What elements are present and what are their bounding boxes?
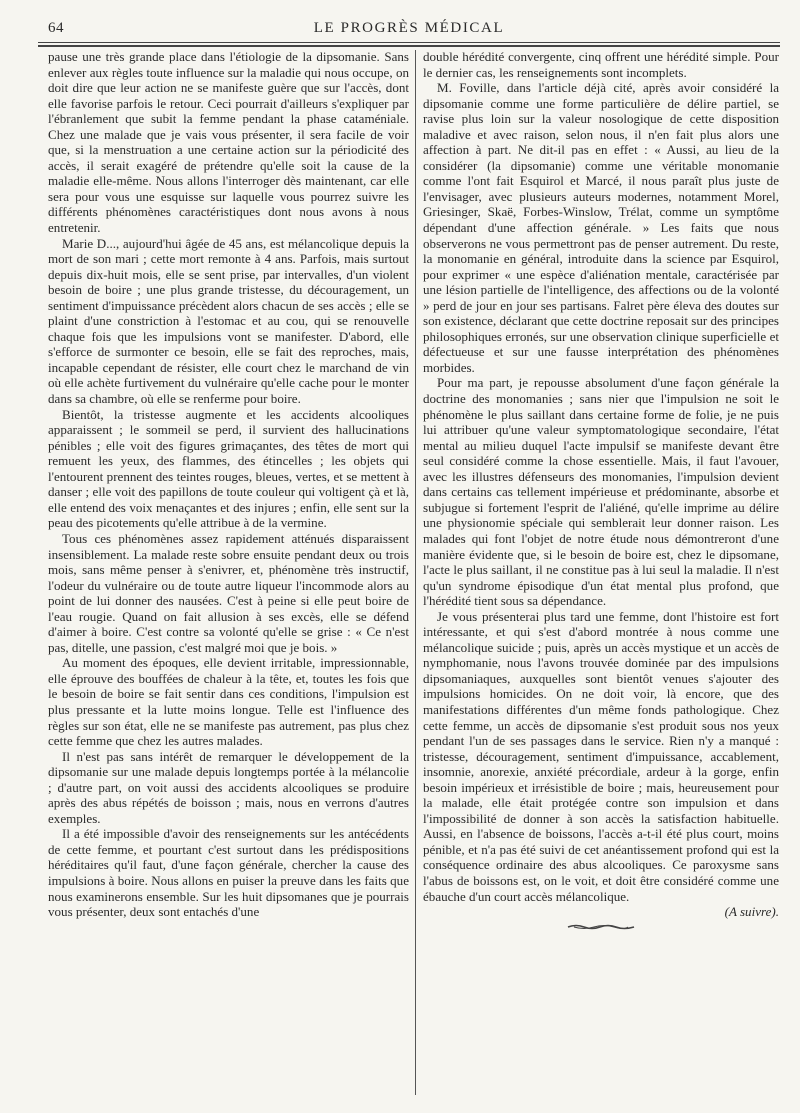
right-column [423,49,779,930]
right-paragraph: M. Foville, dans l'article déjà cité, après avoir considéré la dipsomanie comme une forme particulière de délire partiel, se ravise plus loin sur la valeur nosologique de cette disposition maladive et avec raison, selon nous, il n'en fait plus alors une affection à part. Ne dit-il pas en effet : « Aussi, au lieu de la considérer (la dipsomanie) comme une véritable monomanie comme l'ont fait Esquirol et Marcé, il nous paraît plus juste de l'envisager, avec plusieurs auteurs modernes, notamment Morel, Griesinger, Skaë, Forbes-Winslow, Trélat, comme un symptôme dépendant d'une affection générale. » Les faits que nous observerons ne vous permettront pas de penser autrement. Du reste, la monomanie en général, introduite dans la science par Esquirol, pour exprimer « une espèce d'aliénation mentale, caractérisée par une lésion partielle de l'intelligence, des affections ou de la volonté » perd de jour en jour ses partisans. Falret père éleva des doutes sur son existence, déclarant que cette doctrine reposait sur des principes philosophiques erronés, sur une observation clinique superficielle et défectueuse et sur une fausse interprétation des phénomènes morbides. [423,80,779,375]
header-rule-thin [38,42,780,43]
left-paragraph: Marie D..., aujourd'hui âgée de 45 ans, est mélancolique depuis la mort de son mari ; cette mort remonte à 4 ans. Parfois, mais surtout depuis dix-huit mois, elle se sent prise, par intervalles, d'un violent besoin de boire ; une plus grande tristesse, du découragement, un sentiment d'impuissance précèdent alors chacun de ses accès ; elle se plaint d'une constriction à l'estomac et au cou, qui se renouvelle chaque fois que les impulsions vont se manifester. D'abord, elle s'efforce de surmonter ce besoin, elle se fait des reproches, mais, incapable cependant de résister, elle court chez le marchand de vin où elle achète furtivement du vulnéraire qu'elle cache pour le monter dans sa chambre, où elle se renferme pour boire. [48,235,409,407]
left-paragraph: pause une très grande place dans l'étiologie de la dipsomanie. Sans enlever aux règles toute influence sur la maladie qui nous occupe, on doit dire que leur action ne se manifeste guère que sur l'accès, dont elle favorise parfois le retour. Ceci pourrait d'ailleurs s'expliquer par l'ébranlement que subit la femme pendant la phase cataméniale. Chez une malade que je vais vous présenter, il sera facile de voir que, si la menstruation a une certaine action sur la périodicité des accès, il serait exagéré de prétendre qu'elle soit la cause de la maladie elle-même. Nous allons l'interroger dès maintenant, car elle sera pour vous une esquisse sur laquelle vous pourrez suivre les différents phénomènes caractéristiques dont nous avons à nous entretenir. [48,49,409,236]
right-paragraph: Pour ma part, je repousse absolument d'une façon générale la doctrine des monomanies ; sans nier que l'impulsion ne soit le phénomène le plus saillant dans certaine forme de folie, je ne puis lui attribuer qu'une valeur symptomatologique secondaire, l'état mental au milieu duquel l'acte impulsif se manifeste devant être seul considéré comme la chose essentielle. Mais, il faut l'avouer, avec les illustres défenseurs des monomanies, l'impulsion devient dans certains cas tellement impérieuse et prédominante, absorbe et subjugue si fortement l'esprit de l'aliéné, qu'elle imprime au délire une physionomie spéciale qui semblerait leur donner raison. Les malades qui font l'objet de notre étude nous démontreront d'une manière évidente que, si le besoin de boire est, chez le dipsomane, l'acte le plus saillant, il ne constitue pas à lui seul la maladie. Il n'est qu'un syndrome épisodique d'un état mental plus profond, que l'hérédité tient sous sa dépendance. [423,375,779,609]
right-paragraph: double hérédité convergente, cinq offrent une hérédité simple. Pour le dernier cas, les renseignements sont incomplets. [423,49,779,80]
left-paragraph: Tous ces phénomènes assez rapidement atténués disparaissent insensiblement. La malade reste sobre ensuite pendant deux ou trois mois, sans même penser à s'enivrer, et, phénomène très instructif, l'odeur du vulnéraire ou de toute autre liqueur l'incommode alors au point de lui donner des nausées. C'est à peine si elle peut boire de l'eau rougie. Quand on fait allusion à ses excès, elle se défend d'aimer à boire. C'est contre sa volonté qu'elle se grise : « Ce n'est pas, ditelle, une passion, c'est malgré moi que je bois. » [48,530,409,655]
left-paragraph: Il n'est pas sans intérêt de remarquer le développement de la dipsomanie sur une malade depuis longtemps portée à la mélancolie ; d'autre part, on voit aussi des accidents alcooliques se produire après des abus répétés de boisson ; mais, nous en verrons d'autres exemples. [48,748,409,826]
signoff-line [423,904,779,920]
header-rule-thick [38,45,780,47]
left-column [48,49,409,920]
left-paragraph: Bientôt, la tristesse augmente et les accidents alcooliques apparaissent ; le sommeil se perd, il survient des hallucinations pénibles ; elle voit des figures grimaçantes, des têtes de mort qui remuent les yeux, des flammes, des étincelles ; les objets qui l'entourent prennent des teintes rouges, bleues, vertes, et se mettent à danser ; elle voit des papillons de toute couleur qui voltigent çà et là, elle entend des voix menaçantes et des injures ; enfin, elle sent sur la peau des picotements qu'elle attribue à de la vermine. [48,406,409,531]
right-paragraph: Je vous présenterai plus tard une femme, dont l'histoire est fort intéressante, et qui s'est d'abord montrée à nous comme une mélancolique suicide ; puis, après un accès mystique et un accès de nymphomanie, nous l'avons trouvée dominée par des impulsions dipsomaniaques, auxquelles sont bientôt venues s'ajouter des impulsions homicides. On ne doit voir, là encore, que des manifestations différentes d'un même fonds pathologique. Chez cette femme, un accès de dipsomanie s'est produit sous nos yeux pendant l'un de ses passages dans le service. Rien n'y a manqué : tristesse, découragement, sentiment d'impuissance, accablement, insomnie, anorexie, anxiété précordiale, ardeur à la gorge, enfin besoin impérieux et irrésistible de boire ; mais, heureusement pour la malade, elle était protégée contre son impulsion et dans l'impossibilité de donner à son accès la satisfaction habituelle. Aussi, en l'absence de boissons, l'accès a-t-il été plus court, moins pénible, et n'a pas été suivi de cet anéantissement profond qui est la conséquence ordinaire des abus alcooliques. Ce paroxysme sans l'abus de boissons est, on le voit, et doit être considéré comme une ébauche d'un court accès mélancolique. [423,608,779,904]
suite-label: (A suivre). [724,904,779,920]
end-ornament-icon [566,924,636,930]
journal-title: LE PROGRÈS MÉDICAL [313,20,505,36]
left-paragraph: Il a été impossible d'avoir des renseignements sur les antécédents de cette femme, et pourtant c'est surtout dans les prédispositions héréditaires qu'il faut, d'une façon générale, chercher la cause des impulsions à boire. Nous allons en puiser la preuve dans les faits que nous examinerons ensemble. Sur les huit dipsomanes que je pourrais vous présenter, deux sont entachés d'une [48,826,409,920]
left-paragraph: Au moment des époques, elle devient irritable, impressionnable, elle éprouve des bouffées de chaleur à la tête, et, toutes les fois que le besoin de boire se fait sentir dans ces conditions, l'impulsion est plus pressante et la lutte moins longue. Telle est l'influence des règles sur son état, elle ne se manifeste pas autrement, pas plus chez cette femme que chez les autres malades. [48,655,409,749]
page-header [38,18,780,42]
column-divider [415,50,416,1095]
page-number: 64 [48,20,64,36]
